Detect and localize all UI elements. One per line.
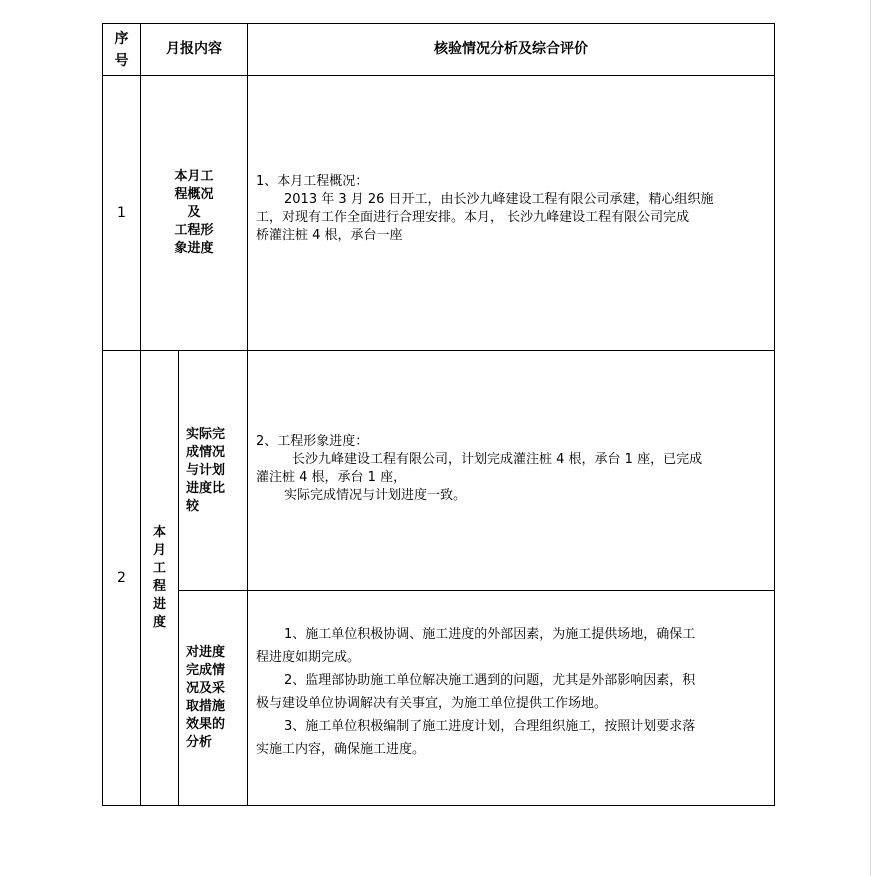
row1-seq: 1 <box>117 204 126 221</box>
page-edge <box>870 0 871 876</box>
row2-sub2-label-line: 效果的 <box>186 717 226 732</box>
row2-seq: 2 <box>117 569 126 586</box>
header-content-cell <box>141 24 248 76</box>
row2-sub2-text-line: 3、施工单位积极编制了施工进度计划，合理组织施工，按照计划要求落 <box>284 719 696 734</box>
row2-sub2-text-line: 程进度如期完成。 <box>256 650 361 665</box>
row1-label-line: 程概况 <box>174 187 214 202</box>
row2-seq-cell <box>103 351 141 806</box>
row2-sub2-label-line: 况及采 <box>186 681 226 696</box>
row2-sub1-label-line: 成情况 <box>186 444 226 460</box>
row2-sub1-text-line: 灌注桩 4 根，承台 1 座， <box>256 469 407 485</box>
row2-sub1-text-cell <box>248 351 775 591</box>
row1-seq-cell <box>103 76 141 351</box>
header-seq-cell <box>103 24 141 76</box>
header-content: 月报内容 <box>166 41 222 57</box>
monthly-report-table <box>102 23 775 806</box>
row1-text-line: 桥灌注桩 4 根，承台一座 <box>256 228 403 243</box>
row1-text-line: 2013 年 3 月 26 日开工，由长沙九峰建设工程有限公司承建，精心组织施 <box>284 192 714 207</box>
row2-group-label-char: 工 <box>152 561 166 576</box>
row2-group-label-char: 度 <box>152 615 166 630</box>
header-seq: 序号 <box>114 30 129 69</box>
row1-text-line: 1、本月工程概况： <box>256 174 369 189</box>
row2-sub1-text-line: 长沙九峰建设工程有限公司，计划完成灌注桩 4 根，承台 1 座，已完成 <box>292 451 703 467</box>
row2-group-label-cell <box>141 351 179 806</box>
row2-sub2-text-line: 极与建设单位协调解决有关事宜，为施工单位提供工作场地。 <box>256 696 608 711</box>
row2-group-label-char: 本 <box>152 525 166 540</box>
row1-label-line: 及 <box>187 205 201 220</box>
row2-sub2-label-cell <box>179 591 248 806</box>
row2-sub2-label-line: 分析 <box>186 735 213 750</box>
row2-sub2-label-line: 完成情 <box>186 663 226 678</box>
row1-label-line: 象进度 <box>174 241 214 256</box>
row2-group-label-char: 月 <box>152 543 166 558</box>
row2-group-label-char: 程 <box>152 579 166 594</box>
header-row <box>103 24 775 76</box>
row1-text-cell <box>248 76 775 351</box>
row1-text-line: 工，对现有工作全面进行合理安排。本月， 长沙九峰建设工程有限公司完成 <box>256 210 690 225</box>
row1-label-line: 工程形 <box>174 223 214 238</box>
row-1 <box>103 76 775 351</box>
row2-group-label-char: 进 <box>152 597 166 612</box>
header-evaluation-cell <box>248 24 775 76</box>
row1-label-cell <box>141 76 248 351</box>
row2-sub2-text-line: 实施工内容，确保施工进度。 <box>256 742 426 757</box>
row2-sub2-label-line: 对进度 <box>186 645 226 660</box>
row1-label-line: 本月工 <box>174 169 214 184</box>
row2-sub1-label-line: 与计划 <box>186 462 226 478</box>
row2-sub1-label-line: 进度比 <box>186 480 226 496</box>
row2-sub1-label-line: 实际完 <box>186 426 226 442</box>
row-2-sub-1 <box>103 351 775 591</box>
row-2-sub-2 <box>103 591 775 806</box>
row2-sub1-label-line: 较 <box>186 498 200 514</box>
row2-sub2-label-line: 取措施 <box>186 699 226 714</box>
row2-sub1-label-cell <box>179 351 248 591</box>
row2-sub2-text-cell <box>248 591 775 806</box>
row2-sub2-text-line: 1、施工单位积极协调、施工进度的外部因素，为施工提供场地，确保工 <box>284 627 696 642</box>
row2-sub2-text-line: 2、监理部协助施工单位解决施工遇到的问题，尤其是外部影响因素，积 <box>284 673 696 688</box>
row2-sub1-text-line: 实际完成情况与计划进度一致。 <box>284 487 467 503</box>
row2-sub1-text-line: 2、工程形象进度： <box>256 433 369 449</box>
header-evaluation: 核验情况分析及综合评价 <box>434 41 588 57</box>
